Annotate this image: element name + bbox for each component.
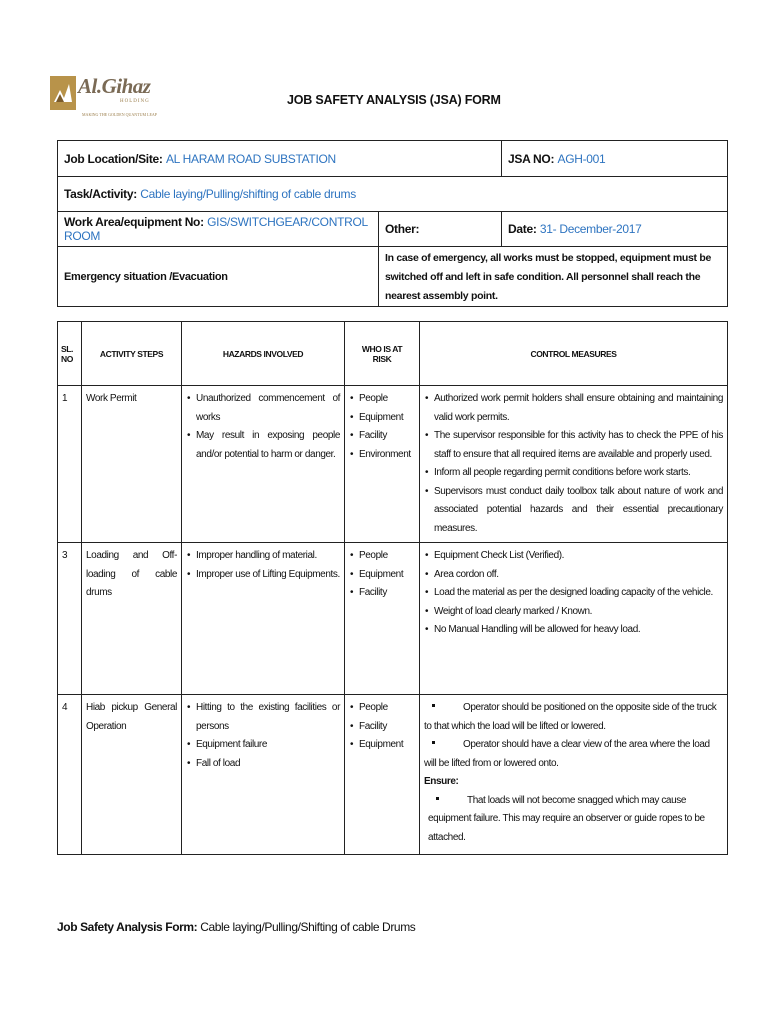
- jsa-no-label: JSA NO:: [508, 151, 555, 166]
- logo-sub: HOLDING: [120, 99, 150, 104]
- control-item: • Area cordon off.: [424, 566, 723, 585]
- task-cell: [58, 177, 728, 212]
- other-cell: [379, 212, 502, 247]
- emergency-text: In case of emergency, all works must be stopped, equipment must be switched off and left in safe condition. All personnel shall reach the nearest assembly point.: [379, 247, 728, 307]
- hazard-item: • Fall of load: [186, 755, 340, 774]
- job-location-value: AL HARAM ROAD SUBSTATION: [165, 151, 336, 166]
- square-bullet-icon: [436, 797, 439, 800]
- hazard-item: • Hitting to the existing facilities or persons: [186, 699, 340, 736]
- control-item: • Supervisors must conduct daily toolbox talk about nature of work and associated potential hazards and their essential precautionary measures.: [424, 483, 723, 539]
- other-label: Other:: [385, 222, 420, 236]
- control-item: [424, 792, 723, 848]
- control-item: • Load the material as per the designed loading capacity of the vehicle.: [424, 584, 723, 603]
- row-no: 4: [58, 695, 82, 855]
- risk-item: • Facility: [349, 584, 415, 603]
- footer-label: Job Safety Analysis Form:: [57, 920, 198, 934]
- risk-item: • People: [349, 547, 415, 566]
- col-who-line2: RISK: [372, 353, 392, 364]
- hazard-item: • Equipment failure: [186, 736, 340, 755]
- risk-item: • People: [349, 390, 415, 409]
- company-logo: [50, 72, 170, 122]
- row-hazards: [182, 386, 345, 543]
- risk-item: • Equipment: [349, 736, 415, 755]
- row-activity: Work Permit: [82, 386, 182, 543]
- logo-mark-icon: [50, 76, 76, 110]
- jsa-no-value: AGH-001: [557, 151, 606, 166]
- square-bullet-icon: [432, 741, 435, 744]
- table-row: [58, 543, 728, 695]
- col-control: CONTROL MEASURES: [420, 322, 728, 386]
- row-no: 3: [58, 543, 82, 695]
- risk-item: • Facility: [349, 718, 415, 737]
- date-value: 31- December-2017: [539, 222, 642, 236]
- footer-value: Cable laying/Pulling/Shifting of cable Drums: [197, 920, 416, 934]
- row-risk: [345, 543, 420, 695]
- control-item: • Weight of load clearly marked / Known.: [424, 603, 723, 622]
- row-risk: [345, 386, 420, 543]
- row-activity: Loading and Off-loading of cable drums: [82, 543, 182, 695]
- risk-item: • Environment: [349, 446, 415, 465]
- control-item: • Inform all people regarding permit conditions before work starts.: [424, 464, 723, 483]
- ensure-label: Ensure:: [424, 776, 459, 787]
- hazard-item: • May result in exposing people and/or potential to harm or danger.: [186, 427, 340, 464]
- control-item: • Authorized work permit holders shall ensure obtaining and maintaining valid work permits.: [424, 390, 723, 427]
- col-sl-line2: NO: [61, 353, 73, 364]
- task-label: Task/Activity:: [64, 187, 137, 201]
- table-row: [58, 386, 728, 543]
- col-activity: ACTIVITY STEPS: [82, 322, 182, 386]
- row-activity: Hiab pickup General Operation: [82, 695, 182, 855]
- row-controls: [420, 695, 728, 855]
- date-cell: [502, 212, 728, 247]
- control-item: • The supervisor responsible for this activity has to check the PPE of his staff to ensure that all required items are available and properly used.: [424, 427, 723, 464]
- header-table: [57, 140, 728, 307]
- job-location-label: Job Location/Site:: [64, 151, 163, 166]
- control-item: • Equipment Check List (Verified).: [424, 547, 723, 566]
- col-sl-no: [58, 322, 82, 386]
- square-bullet-icon: [432, 704, 435, 707]
- row-controls: [420, 386, 728, 543]
- hazard-item: • Improper use of Lifting Equipments.: [186, 566, 340, 585]
- jsa-table: [57, 321, 728, 855]
- date-label: Date:: [508, 222, 537, 236]
- hazard-item: • Improper handling of material.: [186, 547, 340, 566]
- col-who-at-risk: [345, 322, 420, 386]
- col-who-line1: WHO IS AT: [361, 343, 403, 354]
- row-hazards: [182, 543, 345, 695]
- table-header-row: [58, 322, 728, 386]
- control-item: [424, 736, 723, 773]
- control-item: • No Manual Handling will be allowed for heavy load.: [424, 621, 723, 640]
- row-hazards: [182, 695, 345, 855]
- risk-item: • Equipment: [349, 566, 415, 585]
- logo-tagline: MAKING THE GOLDEN QUANTUM LEAP: [82, 112, 158, 117]
- control-text: Operator should have a clear view of the area where the load will be lifted from or lowered onto.: [424, 739, 710, 769]
- control-item: [424, 699, 723, 736]
- hazard-item: • Unauthorized commencement of works: [186, 390, 340, 427]
- work-area-label: Work Area/equipment No:: [64, 215, 204, 229]
- work-area-cell: [58, 212, 379, 247]
- row-controls: [420, 543, 728, 695]
- form-title: JOB SAFETY ANALYSIS (JSA) FORM: [287, 93, 501, 107]
- row-no: 1: [58, 386, 82, 543]
- work-area-value: GIS/SWITCHGEAR/CONTROL ROOM: [64, 215, 368, 243]
- logo-name: Al.Gihaz: [78, 74, 151, 98]
- task-value: Cable laying/Pulling/shifting of cable drums: [140, 187, 356, 201]
- risk-item: • Equipment: [349, 409, 415, 428]
- table-row: [58, 695, 728, 855]
- row-risk: [345, 695, 420, 855]
- col-hazards: HAZARDS INVOLVED: [182, 322, 345, 386]
- jsa-no-cell: [502, 141, 728, 177]
- col-sl-line1: SL.: [61, 343, 74, 354]
- control-text: That loads will not become snagged which may cause equipment failure. This may require an observer or guide ropes to be attached.: [428, 794, 705, 843]
- footer: [57, 920, 415, 934]
- control-text: Operator should be positioned on the opposite side of the truck to that which the load will be lifted or lowered.: [424, 702, 717, 732]
- risk-item: • People: [349, 699, 415, 718]
- risk-item: • Facility: [349, 427, 415, 446]
- emergency-label: Emergency situation /Evacuation: [58, 247, 379, 307]
- job-location-cell: [58, 141, 502, 177]
